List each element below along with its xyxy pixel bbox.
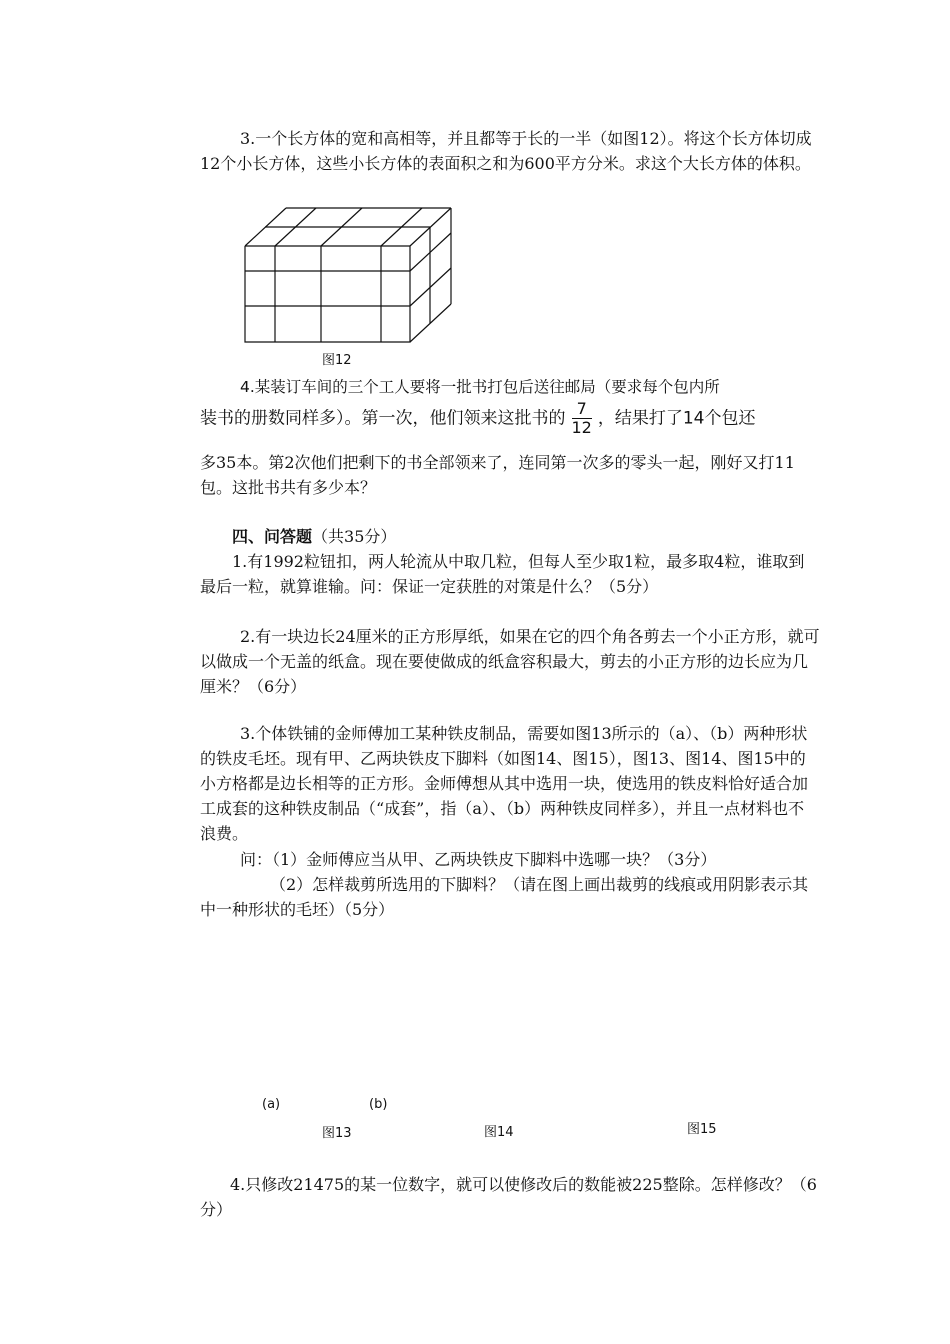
section-4-question-3-ask-1: 问：（1）金师傅应当从甲、乙两块铁皮下脚料中选哪一块？（3分） (240, 850, 717, 869)
section-4-heading (200, 524, 852, 549)
problem-3-text: 3.一个长方体的宽和高相等，并且都等于长的一半（如图12）。将这个长方体切成12个小长方体，这些小长方体的表面积之和为600平方分米。求这个大长方体的体积。 (200, 129, 812, 173)
figure-12-label: 图12 (322, 353, 352, 368)
figure-13a-label: (a) (262, 1097, 281, 1112)
figure-14-label: 图14 (484, 1125, 514, 1140)
section-4-question-3-ask-2: （2）怎样裁剪所选用的下脚料？（请在图上画出裁剪的线痕或用阴影表示其中一种形状的毛坯）（5分） (200, 875, 809, 919)
figure-13b-label: (b) (369, 1097, 388, 1112)
section-4-score: （共35分） (312, 527, 397, 546)
section-4-question-2: 2.有一块边长24厘米的正方形厚纸，如果在它的四个角各剪去一个小正方形，就可以做成一个无盖的纸盒。现在要使做成的纸盒容积最大，剪去的小正方形的边长应为几厘米？（6分） (200, 627, 820, 696)
problem-4-line3: 多35本。第2次他们把剩下的书全部领来了，连同第一次多的零头一起，刚好又打11包。这批书共有多少本？ (200, 453, 795, 497)
section-4-title: 四、问答题 (232, 527, 313, 546)
figure-15-label: 图15 (687, 1122, 717, 1137)
section-4-question-3: 3.个体铁铺的金师傅加工某种铁皮制品，需要如图13所示的（a）、（b）两种形状的铁皮毛坯。现有甲、乙两块铁皮下脚料（如图14、图15），图13、图14、图15中的小方格都是边长相等的正方形。金师傅想从其中选用一块，使选用的铁皮料恰好适合加工成套的这种铁皮制品（“成套”，指（a）、（b）两种铁皮同样多），并且一点材料也不浪费。 (200, 724, 809, 843)
figure-13-label: 图13 (322, 1126, 352, 1141)
problem-4-line2-a: 装书的册数同样多）。第一次，他们领来这批书的 (200, 408, 566, 429)
section-4-question-4: 4.只修改21475的某一位数字，就可以使修改后的数能被225整除。怎样修改？（6分） (200, 1175, 817, 1219)
figure-12-cuboid (238, 204, 463, 349)
problem-4-line2-b: ，结果打了14个包还 (597, 408, 756, 429)
section-4-question-1: 1.有1992粒钮扣，两人轮流从中取几粒，但每人至少取1粒，最多取4粒，谁取到最后一粒，就算谁输。问：保证一定获胜的对策是什么？（5分） (200, 552, 805, 596)
problem-4-line2 (200, 400, 840, 437)
problem-4-line1: 4.某装订车间的三个工人要将一批书打包后送往邮局（要求每个包内所 (240, 378, 720, 396)
fraction-denominator: 12 (571, 418, 592, 437)
fraction-numerator: 7 (572, 400, 592, 419)
grid-figures (0, 940, 950, 1140)
fraction-7-12 (572, 400, 592, 437)
